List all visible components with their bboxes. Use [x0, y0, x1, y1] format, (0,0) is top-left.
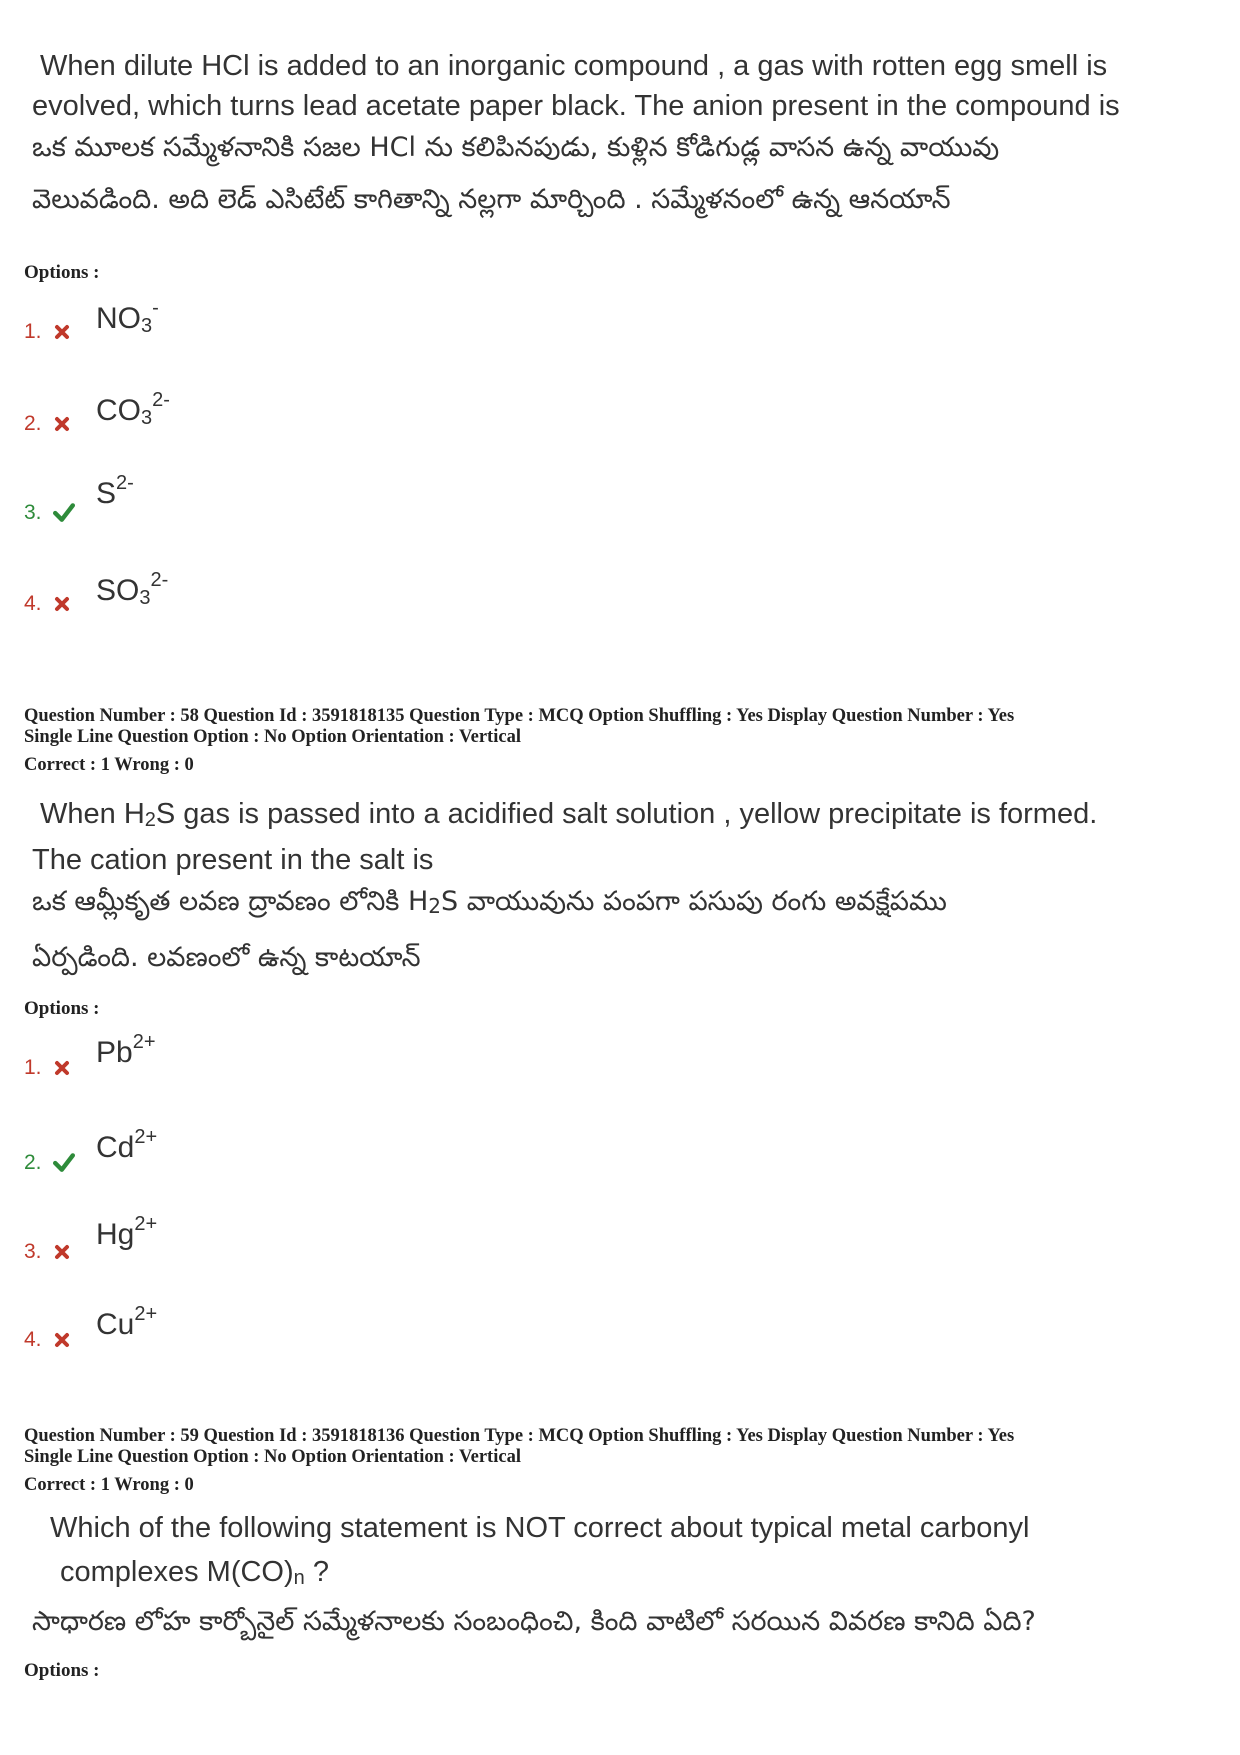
q57-text-en-line1: When dilute HCl is added to an inorganic compound , a gas with rotten egg smell is: [40, 50, 1108, 82]
q59-text-en-line1: Which of the following statement is NOT correct about typical metal carbonyl: [50, 1512, 1030, 1544]
q59-text-en-2sub: n: [293, 1567, 305, 1589]
q57-text-te-line2: వెలువడింది. అది లెడ్ ఎసిటేట్ కాగితాన్ని నల్లగా మార్చింది . సమ్మేళనంలో ఉన్న ఆనయాన్: [32, 184, 951, 215]
option-number: 4.: [24, 1328, 42, 1351]
q58-text-te-line2: ఏర్పడింది. లవణంలో ఉన్న కాటయాన్: [32, 942, 421, 973]
q57-option-2[interactable]: [24, 386, 424, 436]
option-superscript: 2-: [152, 389, 170, 411]
q57-text-en-line2: evolved, which turns lead acetate paper black. The anion present in the compound is: [32, 90, 1120, 122]
q59-options-label: Options :: [24, 1660, 100, 1681]
option-formula: Cd: [96, 1131, 135, 1164]
q58-option-1[interactable]: [24, 1030, 424, 1080]
option-number: 1.: [24, 320, 42, 343]
option-number: 2.: [24, 1151, 42, 1174]
q57-option-2-text: [96, 389, 170, 430]
option-superscript: 2+: [132, 1031, 156, 1053]
option-superscript: 2-: [150, 569, 169, 591]
q58-option-4[interactable]: [24, 1302, 424, 1352]
cross-icon: [52, 594, 72, 614]
q58-text-te-1b: S వాయువును పంపగా పసుపు రంగు అవక్షేపము: [441, 886, 947, 917]
q58-text-te-line1: [32, 882, 1097, 926]
option-subscript: 3: [141, 315, 153, 337]
q58-meta-line3: Correct : 1 Wrong : 0: [24, 755, 194, 775]
option-formula: SO: [96, 574, 140, 607]
check-icon: [52, 501, 76, 523]
q59-text-te-line1: సాధారణ లోహ కార్బోనైల్ సమ్మేళనాలకు సంబంధించి, కింది వాటిలో సరయిన వివరణ కానిది ఏది?: [32, 1606, 1036, 1637]
option-superscript: 2+: [134, 1303, 158, 1325]
option-number: 3.: [24, 1240, 42, 1263]
q58-option-2-text: [96, 1126, 157, 1165]
option-formula: Pb: [96, 1036, 133, 1069]
q58-text-en-line2: The cation present in the salt is: [32, 844, 434, 876]
q58-option-2[interactable]: [24, 1125, 424, 1175]
cross-icon: [52, 1330, 72, 1350]
option-superscript: 2+: [134, 1126, 158, 1148]
q59-text-en-2b: ?: [304, 1556, 329, 1588]
option-number: 2.: [24, 412, 42, 435]
q57-option-1-text: [96, 297, 159, 338]
q57-option-3[interactable]: [24, 472, 424, 525]
q58-text-en-1a: When H: [40, 798, 145, 830]
q58-option-3-text: [96, 1213, 157, 1252]
option-formula: NO: [96, 302, 141, 335]
cross-icon: [52, 322, 72, 342]
q58-option-3[interactable]: [24, 1214, 424, 1264]
q59-meta: [24, 1426, 1014, 1496]
q58-option-1-text: [96, 1031, 156, 1070]
q58-text-te-1a: ఒక ఆమ్లీకృత లవణ ద్రావణం లోనికి H: [32, 886, 429, 917]
q58-option-4-text: [96, 1303, 157, 1342]
q58-text-en-1b: S gas is passed into a acidified salt solution , yellow precipitate is formed.: [155, 798, 1098, 830]
q57-option-4[interactable]: [24, 566, 424, 616]
q59-meta-line2: Single Line Question Option : No Option Orientation : Vertical: [24, 1447, 521, 1467]
option-number: 3.: [24, 501, 42, 524]
q58-meta-line2: Single Line Question Option : No Option Orientation : Vertical: [24, 727, 521, 747]
option-formula: Cu: [96, 1308, 135, 1341]
q59-question-text: [32, 1508, 1036, 1642]
q57-text-te-line1: ఒక మూలక సమ్మేళనానికి సజల HCl ను కలిపినపుడు, కుళ్లిన కోడిగుడ్ల వాసన ఉన్న వాయువు: [32, 132, 1000, 163]
q57-option-1[interactable]: [24, 294, 424, 344]
q58-text-en-1sub: 2: [144, 809, 156, 831]
q57-question-text: [32, 46, 1120, 220]
option-subscript: 3: [141, 407, 153, 429]
option-superscript: 2-: [116, 472, 134, 494]
q57-options-label: Options :: [24, 262, 100, 283]
option-number: 4.: [24, 592, 42, 615]
q59-meta-line1: Question Number : 59 Question Id : 3591818136 Question Type : MCQ Option Shuffling : Yes Display Question Number : Yes: [24, 1426, 1015, 1446]
q57-option-4-text: [96, 569, 168, 610]
cross-icon: [52, 1058, 72, 1078]
cross-icon: [52, 414, 72, 434]
q59-text-en-line2: [32, 1552, 1036, 1598]
q59-text-en-2a: complexes M(CO): [60, 1556, 294, 1588]
q58-text-te-1sub: 2: [428, 894, 442, 918]
option-number: 1.: [24, 1056, 42, 1079]
option-subscript: 3: [139, 587, 151, 609]
option-superscript: -: [152, 297, 159, 319]
option-formula: S: [96, 477, 117, 510]
q58-text-en-line1: [32, 794, 1097, 840]
option-superscript: 2+: [134, 1213, 158, 1235]
q59-meta-line3: Correct : 1 Wrong : 0: [24, 1475, 194, 1495]
q57-option-3-text: [96, 472, 134, 511]
q58-meta-line1: Question Number : 58 Question Id : 3591818135 Question Type : MCQ Option Shuffling : Yes Display Question Number : Yes: [24, 706, 1015, 726]
q58-question-text: [32, 794, 1097, 978]
option-formula: CO: [96, 394, 141, 427]
option-formula: Hg: [96, 1218, 135, 1251]
check-icon: [52, 1151, 76, 1173]
q58-options-label: Options :: [24, 998, 100, 1019]
q58-meta: [24, 706, 1014, 776]
cross-icon: [52, 1242, 72, 1262]
